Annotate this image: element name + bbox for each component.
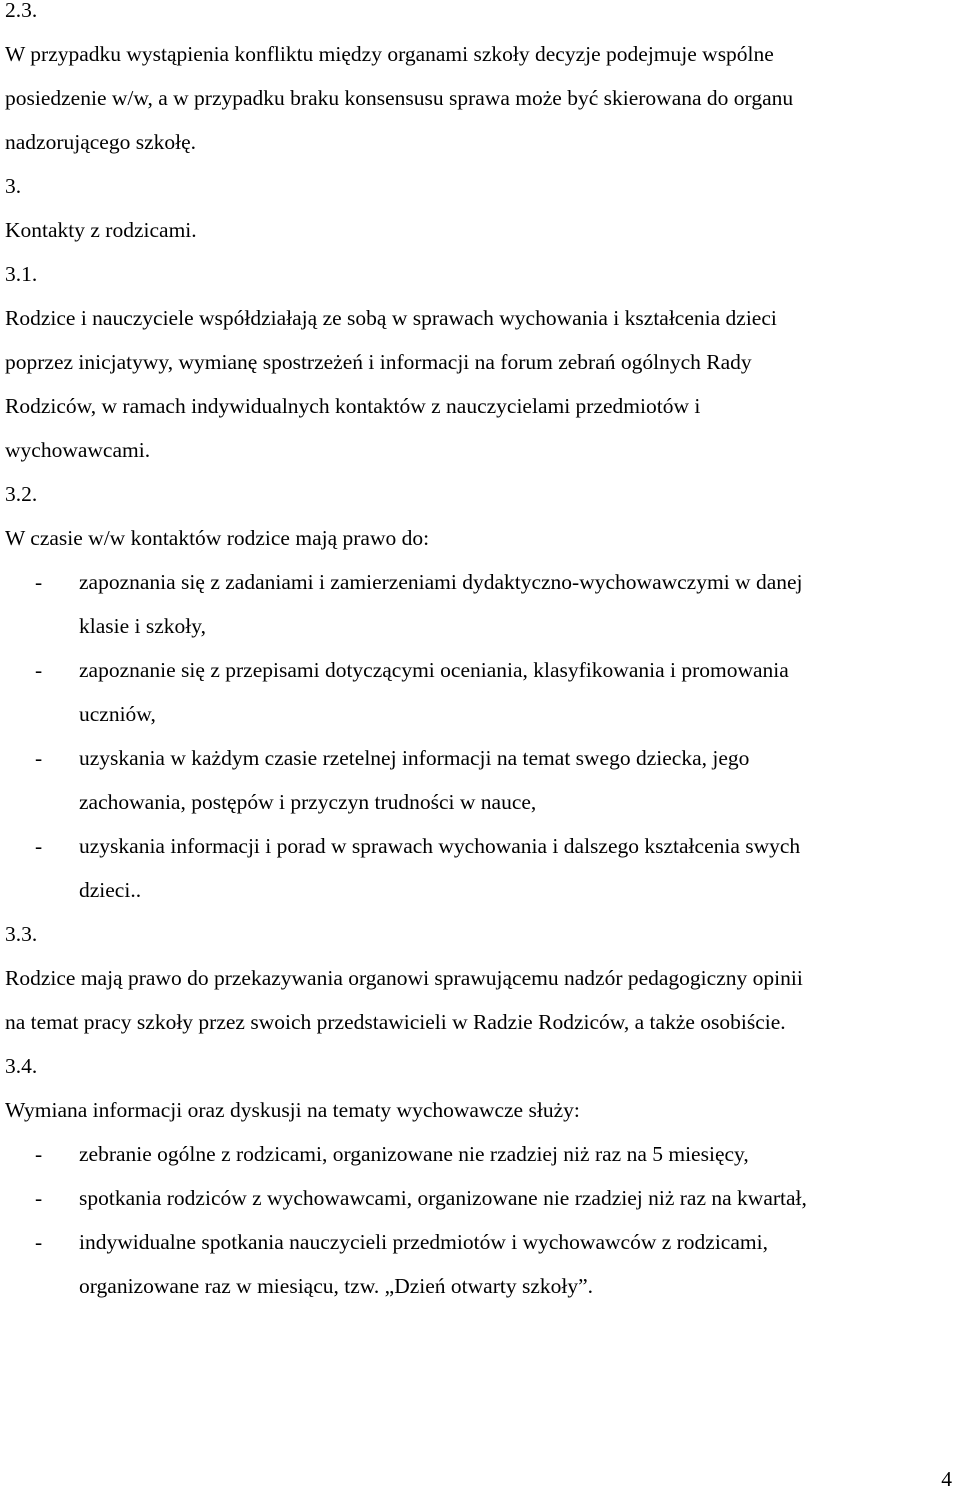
section-number-2-3: 2.3. [5,0,38,22]
paragraph-line: na temat pracy szkoły przez swoich przedstawicieli w Radzie Rodziców, a także osobiście. [5,1010,786,1034]
list-item-line: dzieci.. [79,878,142,902]
paragraph-line: poprzez inicjatywy, wymianę spostrzeżeń i informacji na forum zebrań ogólnych Rady [5,350,752,374]
bullet-dash: - [35,1142,43,1166]
paragraph-line: W przypadku wystąpienia konfliktu między organami szkoły decyzje podejmuje wspólne [5,42,774,66]
paragraph-line: wychowawcami. [5,438,151,462]
list-item-line: uzyskania informacji i porad w sprawach wychowania i dalszego kształcenia swych [79,834,801,858]
section-number-3-4: 3.4. [5,1054,38,1078]
list-item [5,1220,950,1308]
page-number: 4 [941,1467,952,1491]
list-item [5,824,950,912]
bullet-dash: - [35,570,43,594]
paragraph-line: Rodzice i nauczyciele współdziałają ze sobą w sprawach wychowania i kształcenia dzieci [5,306,777,330]
list-item-line: uzyskania w każdym czasie rzetelnej informacji na temat swego dziecka, jego [79,746,750,770]
bullet-dash: - [35,658,43,682]
list-item [5,1132,950,1176]
section-number-3: 3. [5,174,22,198]
bullet-dash: - [35,746,43,770]
list-item-line: zapoznanie się z przepisami dotyczącymi oceniania, klasyfikowania i promowania [79,658,789,682]
list-item-line: organizowane raz w miesiącu, tzw. „Dzień otwarty szkoły”. [79,1274,594,1298]
bullet-dash: - [35,1186,43,1210]
list-item [5,560,950,648]
list-item [5,736,950,824]
list-item-line: uczniów, [79,702,156,726]
list-item-line: klasie i szkoły, [79,614,206,638]
paragraph-line: nadzorującego szkołę. [5,130,197,154]
document-page [5,0,950,1308]
section-title: Kontakty z rodzicami. [5,218,197,242]
list-item-line: zebranie ogólne z rodzicami, organizowane nie rzadziej niż raz na 5 miesięcy, [79,1142,749,1166]
bullet-dash: - [35,1230,43,1254]
list-item-line: zapoznania się z zadaniami i zamierzeniami dydaktyczno-wychowawczymi w danej [79,570,803,594]
list-item-line: indywidualne spotkania nauczycieli przedmiotów i wychowawców z rodzicami, [79,1230,768,1254]
list-item-line: spotkania rodziców z wychowawcami, organizowane nie rzadziej niż raz na kwartał, [79,1186,807,1210]
bullet-dash: - [35,834,43,858]
list-item [5,648,950,736]
list-item [5,1176,950,1220]
paragraph-line: Rodzice mają prawo do przekazywania organowi sprawującemu nadzór pedagogiczny opinii [5,966,803,990]
section-number-3-1: 3.1. [5,262,38,286]
paragraph-line: posiedzenie w/w, a w przypadku braku konsensusu sprawa może być skierowana do organu [5,86,794,110]
section-number-3-2: 3.2. [5,482,38,506]
section-number-3-3: 3.3. [5,922,38,946]
paragraph-line: Rodziców, w ramach indywidualnych kontaktów z nauczycielami przedmiotów i [5,394,701,418]
list-intro: Wymiana informacji oraz dyskusji na tematy wychowawcze służy: [5,1098,580,1122]
list-item-line: zachowania, postępów i przyczyn trudności w nauce, [79,790,537,814]
list-intro: W czasie w/w kontaktów rodzice mają prawo do: [5,526,430,550]
